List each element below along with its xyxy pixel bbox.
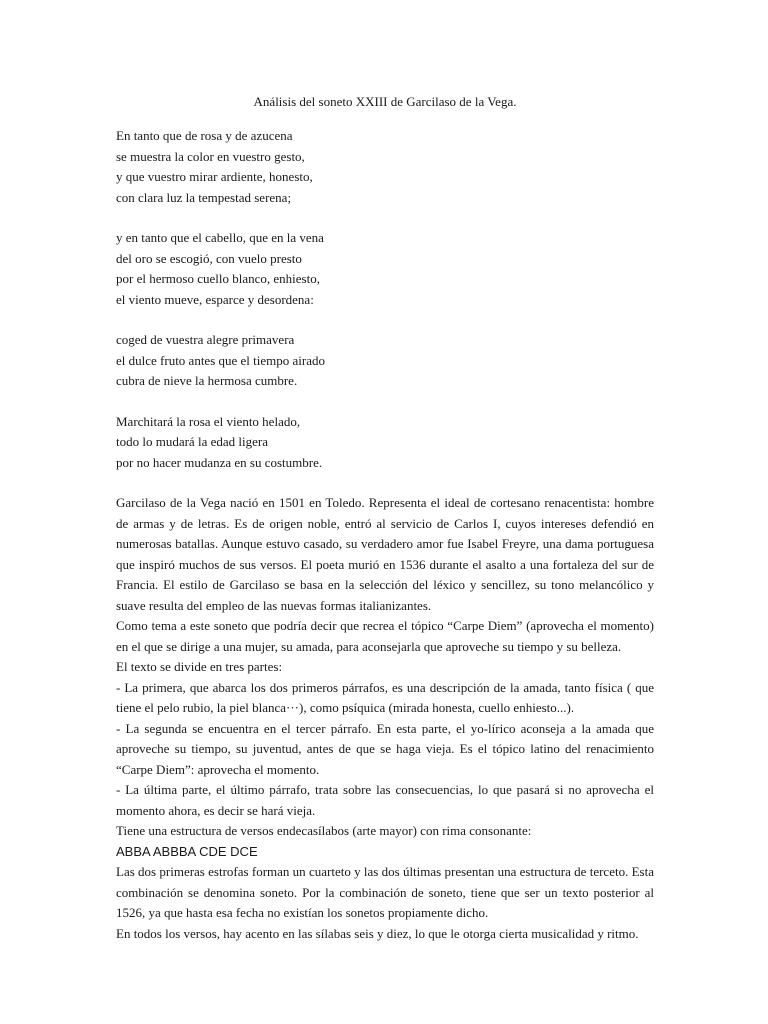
verse-line: por el hermoso cuello blanco, enhiesto, <box>116 271 320 286</box>
verse-line: con clara luz la tempestad serena; <box>116 189 292 205</box>
verse-line: Marchitará la rosa el viento helado, <box>116 413 301 429</box>
stanza-3 <box>116 330 654 392</box>
stanza-2 <box>116 228 654 310</box>
paragraph-sonnet-form: Las dos primeras estrofas forman un cuarteto y las dos últimas presentan una estructura de terceto. Esta combinación se denomina soneto. Por la combinación de soneto, tiene que ser un texto posterior al 1526, ya que hasta esa fecha no existían los sonetos propiamente dicho. <box>116 864 654 920</box>
verse-line: el dulce fruto antes que el tiempo airado <box>116 352 326 368</box>
stanza-1 <box>116 126 654 208</box>
paragraph-verse-structure: Tiene una estructura de versos endecasílabos (arte mayor) con rima consonante: <box>116 823 532 838</box>
document-page <box>116 92 654 944</box>
stanza-4 <box>116 412 654 474</box>
verse-line: se muestra la color en vuestro gesto, <box>116 148 305 164</box>
analysis-body <box>116 493 654 944</box>
paragraph-part-one: - La primera, que abarca los dos primeros párrafos, es una descripción de la amada, tanto física ( que tiene el pelo rubio, la piel blanca···), como psíquica (mirada honesta, cuello enhiesto...). <box>116 679 654 715</box>
rhyme-scheme: ABBA ABBBA CDE DCE <box>116 843 258 859</box>
paragraph-part-three: - La última parte, el último párrafo, trata sobre las consecuencias, lo que pasará si no aprovecha el momento ahora, es decir se hará vieja. <box>116 782 654 818</box>
paragraph-author-bio: Garcilaso de la Vega nació en 1501 en Toledo. Representa el ideal de cortesano renacentista: hombre de armas y de letras. Es de origen noble, entró al servicio de Carlos I, cuyos intereses defendió en numerosas batallas. Aunque estuvo casado, su verdadero amor fue Isabel Freyre, una dama portuguesa que inspiró muchos de sus versos. El poeta murió en 1536 durante el asalto a una fortaleza del sur de Francia. El estilo de Garcilaso se basa en la selección del léxico y sencillez, su tono melancólico y suave resulta del empleo de las nuevas formas italianizantes. <box>116 495 654 613</box>
verse-line: por no hacer mudanza en su costumbre. <box>116 454 323 470</box>
verse-line: el viento mueve, esparce y desordena: <box>116 291 314 307</box>
verse-line: y que vuestro mirar ardiente, honesto, <box>116 169 313 184</box>
paragraph-theme: Como tema a este soneto que podría decir que recrea el tópico “Carpe Diem” (aprovecha el momento) en el que se dirige a una mujer, su amada, para aconsejarla que aproveche su tiempo y su belleza. <box>116 618 654 654</box>
paragraph-structure-intro: El texto se divide en tres partes: <box>116 659 283 674</box>
verse-line: coged de vuestra alegre primavera <box>116 332 295 347</box>
document-title: Análisis del soneto XXIII de Garcilaso de la Vega. <box>253 94 517 109</box>
verse-line: cubra de nieve la hermosa cumbre. <box>116 373 298 388</box>
verse-line: del oro se escogió, con vuelo presto <box>116 250 302 266</box>
verse-line: y en tanto que el cabello, que en la vena <box>116 230 324 245</box>
verse-line: todo lo mudará la edad ligera <box>116 434 268 449</box>
paragraph-accents: En todos los versos, hay acento en las sílabas seis y diez, lo que le otorga cierta musicalidad y ritmo. <box>116 925 639 941</box>
paragraph-part-two: - La segunda se encuentra en el tercer párrafo. En esta parte, el yo-lírico aconseja a la amada que aproveche su tiempo, su juventud, antes de que se haga vieja. Es el tópico latino del renacimiento “Carpe Diem”: aprovecha el momento. <box>116 720 654 777</box>
verse-line: En tanto que de rosa y de azucena <box>116 128 293 143</box>
